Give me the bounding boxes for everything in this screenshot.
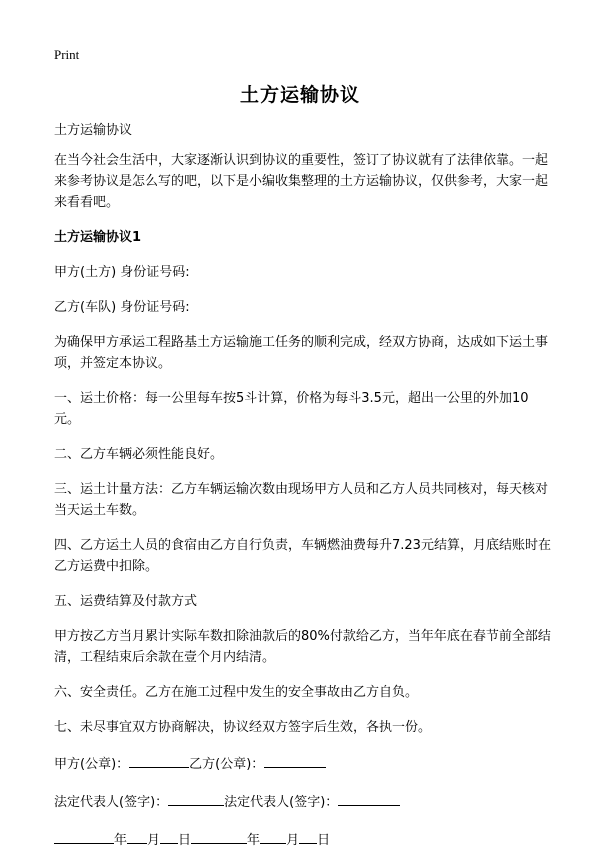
legal-rep-b-label: 法定代表人(签字)： <box>224 795 339 810</box>
day-b-blank <box>299 828 317 844</box>
legal-rep-b-blank <box>338 790 400 806</box>
clause-paragraph: 四、乙方运土人员的食宿由乙方自行负责，车辆燃油费每升7.23元结算，月底结账时在乙方运费中扣除。 <box>54 538 551 574</box>
intro-paragraph: 在当今社会生活中，大家逐渐认识到协议的重要性，签订了协议就有了法律依靠。一起来参考协议是怎么写的吧，以下是小编收集整理的土方运输协议，仅供参考，大家一起来看看吧。 <box>54 153 549 210</box>
party-a-id-line: 甲方(土方) 身份证号码: <box>54 265 190 280</box>
clause-paragraph: 甲方按乙方当月累计实际车数扣除油款后的80%付款给乙方，当年年底在春节前全部结清，工程结束后余款在壹个月内结清。 <box>54 629 551 665</box>
document-title: 土方运输协议 <box>239 84 360 106</box>
party-b-id-line: 乙方(车队) 身份证号码: <box>54 300 190 315</box>
month-b-blank <box>260 828 286 844</box>
clause-paragraph: 五、运费结算及付款方式 <box>54 594 198 609</box>
month-a-blank <box>127 828 147 844</box>
month-a-label: 月 <box>147 833 161 848</box>
day-b-label: 日 <box>317 833 331 848</box>
year-a-label: 年 <box>114 833 128 848</box>
clause-paragraph: 一、运土价格：每一公里每车按5斗计算，价格为每斗3.5元，超出一公里的外加10元。 <box>54 391 529 427</box>
clause-paragraph: 七、未尽事宜双方协商解决，协议经双方签字后生效，各执一份。 <box>54 720 432 735</box>
legal-rep-a-label: 法定代表人(签字)： <box>54 795 169 810</box>
section-heading: 土方运输协议1 <box>54 230 142 245</box>
clause-paragraph: 六、安全责任。乙方在施工过程中发生的安全事故由乙方自负。 <box>54 685 419 700</box>
purpose-paragraph: 为确保甲方承运工程路基土方运输施工任务的顺利完成，经双方协商，达成如下运土事项，并签定本协议。 <box>54 335 549 371</box>
clause-paragraph: 二、乙方车辆必须性能良好。 <box>54 447 224 462</box>
year-a-blank <box>54 828 114 844</box>
party-b-seal-label: 乙方(公章)： <box>189 757 265 772</box>
month-b-label: 月 <box>286 833 300 848</box>
year-b-blank <box>191 828 247 844</box>
clause-paragraph: 三、运土计量方法：乙方车辆运输次数由现场甲方人员和乙方人员共同核对，每天核对当天运土车数。 <box>54 482 549 518</box>
day-a-blank <box>160 828 178 844</box>
print-link[interactable]: Print <box>54 47 80 62</box>
party-b-seal-blank <box>264 752 326 768</box>
date-line <box>54 828 554 851</box>
document-subtitle: 土方运输协议 <box>54 123 133 138</box>
legal-rep-signature-line <box>54 790 554 813</box>
party-a-seal-blank <box>129 752 189 768</box>
seal-signature-line <box>54 752 554 775</box>
legal-rep-a-blank <box>168 790 224 806</box>
day-a-label: 日 <box>178 833 192 848</box>
document-body <box>54 120 554 866</box>
party-a-seal-label: 甲方(公章)： <box>54 757 130 772</box>
year-b-label: 年 <box>247 833 261 848</box>
